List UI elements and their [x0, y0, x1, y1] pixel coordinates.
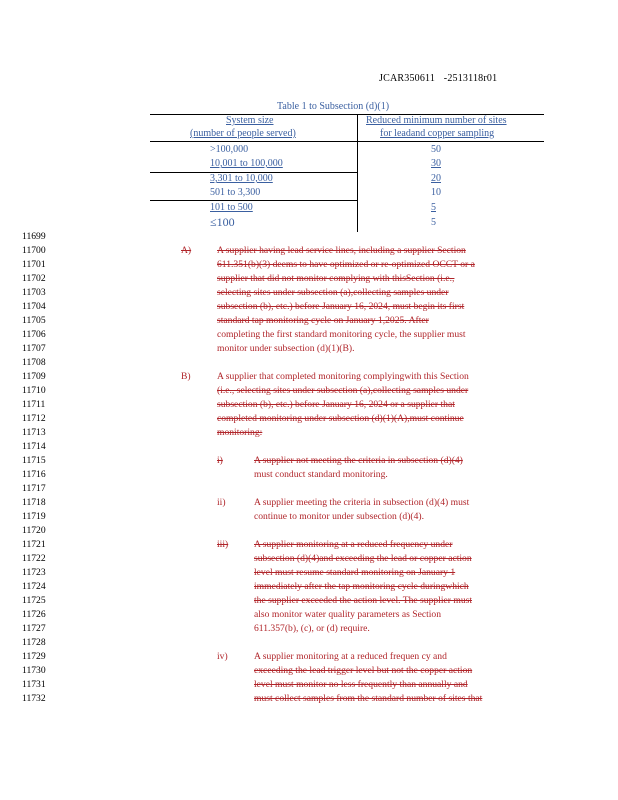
line-number: 11706	[22, 329, 46, 340]
col-sites-header-sub: for leadand copper sampling	[380, 128, 495, 139]
text-line: level must resume standard monitoring on January 1	[254, 567, 456, 578]
table-header-rule	[150, 141, 544, 142]
line-number: 11704	[22, 301, 46, 312]
text-line: the supplier exceeded the action level. The supplier must	[254, 595, 473, 606]
table-column-divider	[357, 114, 358, 232]
text-line: level must monitor no less frequently than annually and	[254, 679, 468, 690]
section-a-label: A)	[181, 245, 192, 256]
line-number: 11714	[22, 441, 46, 452]
line-number: 11726	[22, 609, 46, 620]
line-number: 11700	[22, 245, 46, 256]
text-line: (i.e., selecting sites under subsection (a),collecting samples under	[217, 385, 469, 396]
table-cell-sites: 30	[431, 158, 441, 169]
line-number: 11703	[22, 287, 46, 298]
table-cell-sites: 5	[431, 217, 436, 228]
line-number: 11723	[22, 567, 46, 578]
table-cell-size: 101 to 500	[210, 202, 253, 213]
text-line: immediately after the tap monitoring cycle duringwhich	[254, 581, 469, 592]
line-number: 11731	[22, 679, 46, 690]
line-number: 11701	[22, 259, 46, 270]
item-iii-label: iii)	[217, 539, 229, 550]
table-cell-sites: 20	[431, 173, 441, 184]
line-number: 11728	[22, 637, 46, 648]
line-number: 11724	[22, 581, 46, 592]
line-number: 11712	[22, 413, 46, 424]
line-number: 11721	[22, 539, 46, 550]
text-line: A supplier that completed monitoring complyingwith this Section	[217, 371, 469, 382]
text-line: A supplier not meeting the criteria in subsection (d)(4)	[254, 455, 463, 466]
line-number: 11699	[22, 231, 46, 242]
line-number: 11711	[22, 399, 46, 410]
text-line: monitoring:	[217, 427, 263, 438]
line-number: 11719	[22, 511, 46, 522]
col-sites-header: Reduced minimum number of sites	[366, 115, 507, 126]
text-line: exceeding the lead trigger level but not the copper action	[254, 665, 473, 676]
document-id: JCAR350611	[379, 73, 436, 84]
line-number: 11707	[22, 343, 46, 354]
item-i-label: i)	[217, 455, 223, 466]
sampling-table	[150, 114, 544, 232]
text-line: completed monitoring under subsection (d)(1)(A),must continue	[217, 413, 464, 424]
line-number: 11732	[22, 693, 46, 704]
table-cell-size: 501 to 3,300	[210, 187, 261, 198]
text-line: must collect samples from the standard number of sites that	[254, 693, 483, 704]
line-number: 11730	[22, 665, 46, 676]
text-line: 611.357(b), (c), or (d) require.	[254, 623, 370, 634]
text-line: must conduct standard monitoring.	[254, 469, 388, 480]
document-ref: -2513118r01	[443, 73, 498, 84]
section-b-label: B)	[181, 371, 191, 382]
table-cell-size: ≤100	[210, 215, 235, 229]
line-number: 11718	[22, 497, 46, 508]
text-line: also monitor water quality parameters as Section	[254, 609, 442, 620]
line-number: 11720	[22, 525, 46, 536]
line-number: 11729	[22, 651, 46, 662]
line-number: 11716	[22, 469, 46, 480]
table-cell-sites: 5	[431, 202, 436, 213]
document-header	[379, 73, 497, 84]
line-number: 11702	[22, 273, 46, 284]
line-number: 11705	[22, 315, 46, 326]
line-number: 11717	[22, 483, 46, 494]
text-line: supplier that did not monitor complying with thisSection (i.e.,	[217, 273, 455, 284]
table-group-rule	[150, 200, 358, 201]
item-iv-label: iv)	[217, 651, 228, 662]
line-number: 11715	[22, 455, 46, 466]
text-line: A supplier having lead service lines, including a supplier Section	[217, 245, 466, 256]
table-cell-sites: 10	[431, 187, 441, 198]
col-size-header: System size	[226, 115, 274, 126]
line-number: 11709	[22, 371, 46, 382]
line-number: 11710	[22, 385, 46, 396]
table-cell-size: 10,001 to 100,000	[210, 158, 283, 169]
text-line: subsection (b), etc.) before January 16, 2024 or a supplier that	[217, 399, 455, 410]
item-ii-label: ii)	[217, 497, 226, 508]
text-line: completing the first standard monitoring cycle, the supplier must	[217, 329, 466, 340]
text-line: subsection (d)(4)and exceeding the lead or copper action	[254, 553, 472, 564]
table-caption: Table 1 to Subsection (d)(1)	[277, 101, 390, 112]
text-line: A supplier monitoring at a reduced frequency under	[254, 539, 453, 550]
text-line: 611.351(b)(3) deems to have optimized or re-optimized OCCT or a	[217, 259, 475, 270]
text-line: subsection (b), etc.) before January 16, 2024, must begin its first	[217, 301, 465, 312]
text-line: A supplier monitoring at a reduced frequen cy and	[254, 651, 447, 662]
text-line: standard tap monitoring cycle on January 1,2025. After	[217, 315, 429, 326]
text-line: monitor under subsection (d)(1)(B).	[217, 343, 355, 354]
table-cell-size: >100,000	[210, 144, 249, 155]
text-line: selecting sites under subsection (a),collecting samples under	[217, 287, 449, 298]
text-line: continue to monitor under subsection (d)(4).	[254, 511, 424, 522]
line-number: 11713	[22, 427, 46, 438]
table-cell-size: 3,301 to 10,000	[210, 173, 273, 184]
col-size-header-sub: (number of people served)	[190, 128, 296, 139]
line-number: 11708	[22, 357, 46, 368]
table-cell-sites: 50	[431, 144, 441, 155]
line-number: 11725	[22, 595, 46, 606]
line-number: 11722	[22, 553, 46, 564]
text-line: A supplier meeting the criteria in subsection (d)(4) must	[254, 497, 470, 508]
line-number: 11727	[22, 623, 46, 634]
